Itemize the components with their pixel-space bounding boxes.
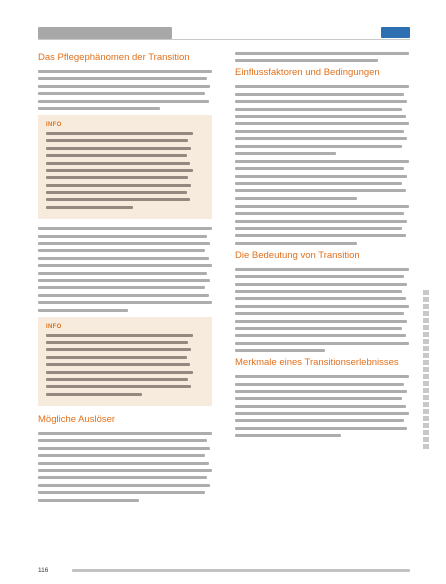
text-line — [235, 297, 406, 300]
text-line — [235, 93, 404, 96]
text-line — [38, 257, 209, 260]
text-line — [46, 341, 188, 344]
text-line — [38, 77, 207, 80]
text-line — [235, 327, 402, 330]
text-line — [235, 137, 407, 140]
text-line — [235, 175, 407, 178]
body-paragraph — [235, 205, 409, 245]
text-line — [46, 169, 193, 172]
text-line — [38, 294, 209, 297]
text-line — [46, 184, 191, 187]
info-box — [38, 115, 212, 219]
section-heading: Das Pflegephänomen der Transition — [38, 52, 190, 63]
text-line — [235, 349, 325, 352]
text-line — [38, 272, 207, 275]
text-line — [38, 264, 212, 267]
text-line — [235, 59, 378, 62]
section-heading: Mögliche Auslöser — [38, 414, 116, 426]
right-column — [235, 52, 409, 442]
text-line — [38, 476, 207, 479]
text-line — [235, 160, 409, 163]
page-number: 116 — [38, 567, 49, 574]
body-paragraph — [38, 70, 212, 110]
vertical-publisher-note — [423, 290, 429, 450]
text-line — [38, 454, 205, 457]
text-line — [46, 334, 193, 337]
text-line — [235, 342, 409, 345]
body-paragraph — [235, 375, 409, 437]
text-line — [38, 242, 210, 245]
text-line — [235, 197, 357, 200]
info-label: INFO — [46, 121, 62, 128]
text-line — [38, 484, 210, 487]
text-line — [38, 85, 210, 88]
text-line — [235, 52, 409, 55]
text-line — [235, 108, 402, 111]
body-paragraph — [235, 52, 409, 62]
text-line — [46, 385, 191, 388]
text-line — [235, 383, 404, 386]
body-paragraph — [38, 227, 212, 311]
body-paragraph — [235, 85, 409, 155]
text-line — [46, 147, 191, 150]
text-line — [235, 412, 409, 415]
section-heading: Merkmale eines Transitionserlebnisses — [235, 357, 399, 369]
text-line — [46, 371, 193, 374]
text-line — [235, 130, 404, 133]
text-line — [235, 205, 409, 208]
text-line — [38, 249, 205, 252]
text-line — [235, 405, 406, 408]
text-line — [235, 334, 406, 337]
text-line — [235, 434, 341, 437]
text-line — [38, 286, 205, 289]
text-line — [46, 378, 188, 381]
text-line — [38, 499, 139, 502]
text-line — [235, 419, 404, 422]
text-line — [38, 491, 205, 494]
text-line — [46, 348, 191, 351]
text-line — [235, 375, 409, 378]
text-line — [38, 301, 212, 304]
text-line — [38, 100, 209, 103]
text-line — [235, 283, 407, 286]
section-heading: Einflussfaktoren und Bedingungen — [235, 67, 380, 79]
text-line — [235, 234, 406, 237]
text-line — [38, 107, 160, 110]
text-line — [235, 182, 402, 185]
text-line — [235, 268, 409, 271]
text-line — [235, 390, 407, 393]
section-heading: Die Bedeutung von Transition — [235, 249, 360, 261]
text-line — [235, 167, 404, 170]
text-line — [235, 152, 336, 155]
body-paragraph — [235, 160, 409, 200]
header-badge — [38, 27, 172, 39]
left-column — [38, 52, 212, 507]
text-line — [38, 309, 128, 312]
text-line — [235, 242, 357, 245]
text-line — [46, 191, 187, 194]
text-line — [235, 100, 407, 103]
text-line — [235, 122, 409, 125]
info-label: INFO — [46, 323, 62, 330]
text-line — [46, 206, 133, 209]
info-box — [38, 317, 212, 407]
text-line — [46, 356, 187, 359]
header-rule — [38, 39, 410, 40]
text-line — [46, 132, 193, 135]
text-line — [38, 279, 210, 282]
text-line — [46, 198, 190, 201]
text-line — [38, 227, 212, 230]
body-paragraph — [38, 432, 212, 502]
text-line — [235, 220, 407, 223]
text-line — [38, 92, 205, 95]
text-line — [46, 154, 187, 157]
text-line — [235, 145, 402, 148]
publisher-logo — [381, 27, 410, 38]
text-line — [38, 432, 212, 435]
text-line — [235, 275, 404, 278]
text-line — [235, 85, 409, 88]
text-line — [235, 227, 402, 230]
text-line — [38, 462, 209, 465]
text-line — [46, 363, 190, 366]
text-line — [38, 447, 210, 450]
text-line — [235, 397, 402, 400]
text-line — [235, 290, 402, 293]
text-line — [235, 115, 406, 118]
text-line — [38, 70, 212, 73]
text-line — [38, 469, 212, 472]
text-line — [46, 393, 142, 396]
text-line — [38, 439, 207, 442]
text-line — [235, 427, 407, 430]
text-line — [235, 320, 407, 323]
text-line — [46, 162, 190, 165]
text-line — [235, 189, 406, 192]
body-paragraph — [235, 268, 409, 352]
text-line — [46, 139, 188, 142]
text-line — [235, 212, 404, 215]
text-line — [235, 312, 404, 315]
text-line — [235, 305, 409, 308]
text-line — [38, 235, 207, 238]
footer-citation — [72, 569, 410, 572]
text-line — [46, 176, 188, 179]
